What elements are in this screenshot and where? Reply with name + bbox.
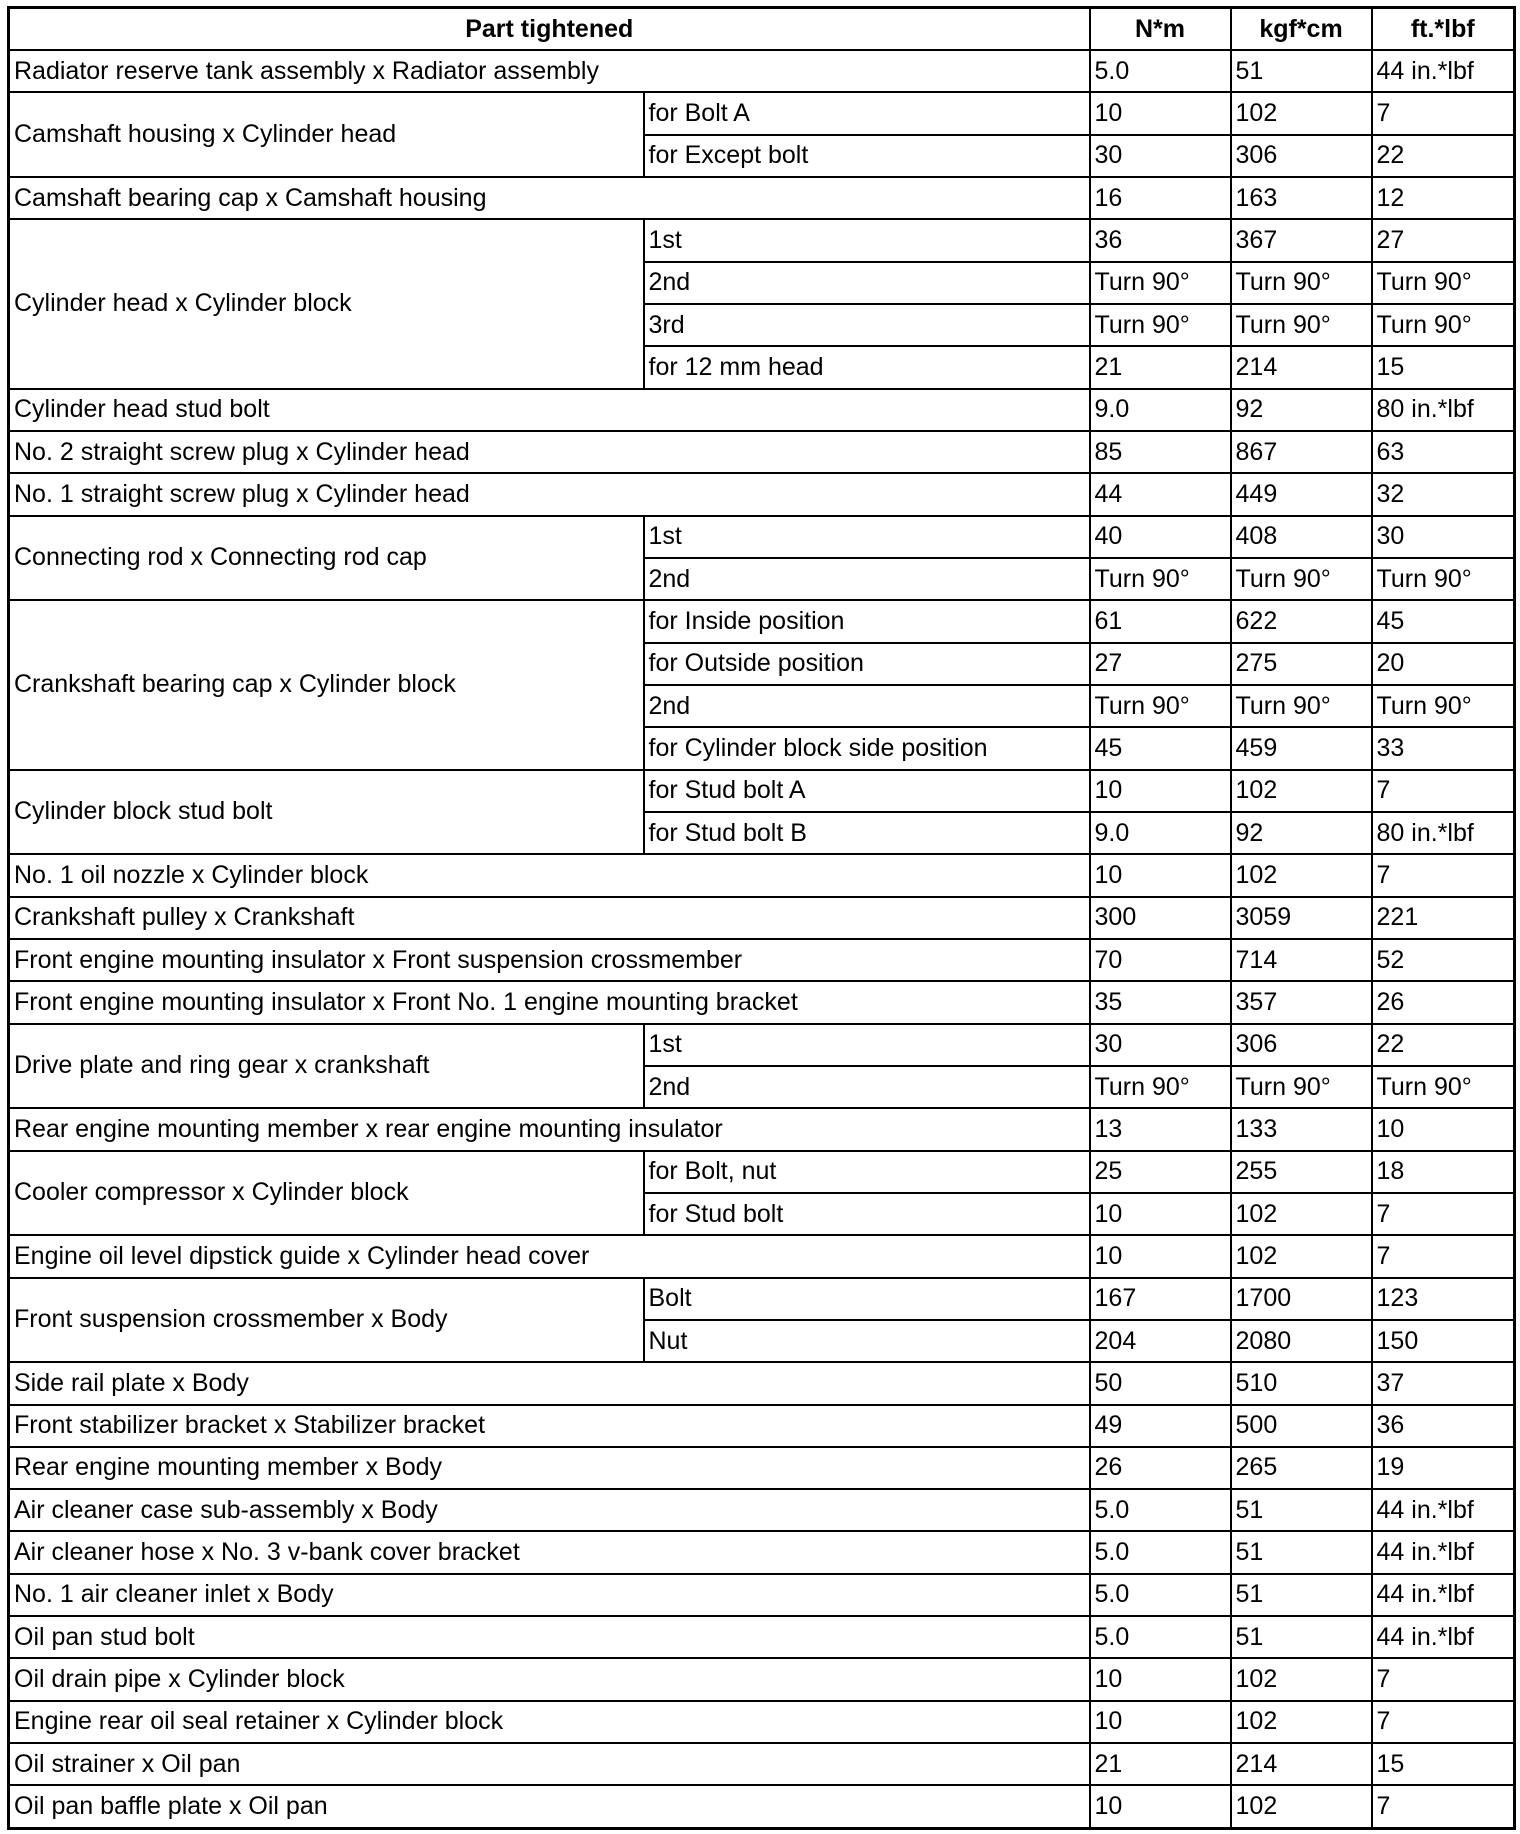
part-name-cell: Crankshaft pulley x Crankshaft	[9, 897, 1090, 939]
condition-cell: for Bolt, nut	[644, 1151, 1090, 1193]
torque-kgf-cm-cell: Turn 90°	[1231, 304, 1372, 346]
torque-nm-cell: 13	[1090, 1108, 1231, 1150]
torque-kgf-cm-cell: Turn 90°	[1231, 1066, 1372, 1108]
part-name-cell: No. 1 oil nozzle x Cylinder block	[9, 854, 1090, 896]
condition-cell: Nut	[644, 1320, 1090, 1362]
table-row	[9, 1024, 1515, 1066]
torque-nm-cell: 204	[1090, 1320, 1231, 1362]
part-name-cell: Cylinder block stud bolt	[9, 770, 644, 855]
condition-cell: 3rd	[644, 304, 1090, 346]
table-row	[9, 389, 1515, 431]
torque-nm-cell: 300	[1090, 897, 1231, 939]
torque-nm-cell: 10	[1090, 770, 1231, 812]
torque-kgf-cm-cell: 51	[1231, 1574, 1372, 1616]
table-row	[9, 1743, 1515, 1785]
torque-nm-cell: Turn 90°	[1090, 558, 1231, 600]
torque-ft-lbf-cell: 36	[1372, 1405, 1515, 1447]
part-name-cell: Front stabilizer bracket x Stabilizer bracket	[9, 1405, 1090, 1447]
torque-kgf-cm-cell: 622	[1231, 600, 1372, 642]
torque-ft-lbf-cell: 15	[1372, 346, 1515, 388]
condition-cell: 1st	[644, 1024, 1090, 1066]
torque-ft-lbf-cell: 44 in.*lbf	[1372, 1531, 1515, 1573]
table-row	[9, 939, 1515, 981]
torque-ft-lbf-cell: 19	[1372, 1447, 1515, 1489]
torque-nm-cell: Turn 90°	[1090, 685, 1231, 727]
torque-ft-lbf-cell: 32	[1372, 473, 1515, 515]
torque-kgf-cm-cell: 51	[1231, 1616, 1372, 1658]
torque-nm-cell: 9.0	[1090, 812, 1231, 854]
torque-nm-cell: 45	[1090, 727, 1231, 769]
table-row	[9, 1785, 1515, 1828]
table-row	[9, 981, 1515, 1023]
part-name-cell: Engine rear oil seal retainer x Cylinder block	[9, 1701, 1090, 1743]
torque-kgf-cm-cell: 102	[1231, 1193, 1372, 1235]
torque-kgf-cm-cell: 510	[1231, 1362, 1372, 1404]
torque-nm-cell: 21	[1090, 1743, 1231, 1785]
part-name-cell: Oil pan baffle plate x Oil pan	[9, 1785, 1090, 1828]
table-row	[9, 1108, 1515, 1150]
torque-kgf-cm-cell: 214	[1231, 1743, 1372, 1785]
torque-ft-lbf-cell: Turn 90°	[1372, 304, 1515, 346]
torque-nm-cell: 85	[1090, 431, 1231, 473]
torque-ft-lbf-cell: 7	[1372, 1785, 1515, 1828]
part-name-cell: Air cleaner case sub-assembly x Body	[9, 1489, 1090, 1531]
torque-nm-cell: 30	[1090, 135, 1231, 177]
condition-cell: for Bolt A	[644, 92, 1090, 134]
torque-ft-lbf-cell: Turn 90°	[1372, 262, 1515, 304]
torque-nm-cell: 40	[1090, 516, 1231, 558]
torque-kgf-cm-cell: 51	[1231, 50, 1372, 92]
condition-cell: for Cylinder block side position	[644, 727, 1090, 769]
condition-cell: 2nd	[644, 262, 1090, 304]
torque-ft-lbf-cell: 44 in.*lbf	[1372, 1489, 1515, 1531]
torque-ft-lbf-cell: 20	[1372, 643, 1515, 685]
torque-ft-lbf-cell: 12	[1372, 177, 1515, 219]
torque-ft-lbf-cell: 63	[1372, 431, 1515, 473]
table-row	[9, 1658, 1515, 1700]
torque-nm-cell: Turn 90°	[1090, 262, 1231, 304]
torque-ft-lbf-cell: 10	[1372, 1108, 1515, 1150]
torque-kgf-cm-cell: 133	[1231, 1108, 1372, 1150]
part-name-cell: No. 2 straight screw plug x Cylinder head	[9, 431, 1090, 473]
torque-ft-lbf-cell: 221	[1372, 897, 1515, 939]
part-name-cell: Oil drain pipe x Cylinder block	[9, 1658, 1090, 1700]
condition-cell: for Stud bolt A	[644, 770, 1090, 812]
table-row	[9, 516, 1515, 558]
table-row	[9, 1362, 1515, 1404]
torque-kgf-cm-cell: 51	[1231, 1489, 1372, 1531]
torque-kgf-cm-cell: 102	[1231, 854, 1372, 896]
part-name-cell: Crankshaft bearing cap x Cylinder block	[9, 600, 644, 769]
torque-kgf-cm-cell: 449	[1231, 473, 1372, 515]
part-name-cell: Front engine mounting insulator x Front suspension crossmember	[9, 939, 1090, 981]
torque-nm-cell: 50	[1090, 1362, 1231, 1404]
torque-kgf-cm-cell: 51	[1231, 1531, 1372, 1573]
torque-kgf-cm-cell: 92	[1231, 812, 1372, 854]
torque-nm-cell: 10	[1090, 1193, 1231, 1235]
table-row	[9, 219, 1515, 261]
torque-kgf-cm-cell: 102	[1231, 770, 1372, 812]
torque-ft-lbf-cell: Turn 90°	[1372, 1066, 1515, 1108]
torque-ft-lbf-cell: 7	[1372, 92, 1515, 134]
torque-nm-cell: 16	[1090, 177, 1231, 219]
torque-ft-lbf-cell: 44 in.*lbf	[1372, 1574, 1515, 1616]
table-row	[9, 854, 1515, 896]
torque-ft-lbf-cell: 52	[1372, 939, 1515, 981]
torque-nm-cell: 5.0	[1090, 50, 1231, 92]
torque-kgf-cm-cell: 102	[1231, 1235, 1372, 1277]
torque-ft-lbf-cell: 7	[1372, 1193, 1515, 1235]
table-row	[9, 50, 1515, 92]
part-name-cell: Rear engine mounting member x Body	[9, 1447, 1090, 1489]
torque-nm-cell: 10	[1090, 1785, 1231, 1828]
torque-kgf-cm-cell: 408	[1231, 516, 1372, 558]
condition-cell: for Stud bolt B	[644, 812, 1090, 854]
header-ft-lbf: ft.*lbf	[1372, 8, 1515, 51]
part-name-cell: Oil strainer x Oil pan	[9, 1743, 1090, 1785]
torque-nm-cell: Turn 90°	[1090, 304, 1231, 346]
torque-ft-lbf-cell: 7	[1372, 1658, 1515, 1700]
header-nm: N*m	[1090, 8, 1231, 51]
table-row	[9, 600, 1515, 642]
torque-ft-lbf-cell: 7	[1372, 770, 1515, 812]
table-row	[9, 1616, 1515, 1658]
part-name-cell: Connecting rod x Connecting rod cap	[9, 516, 644, 601]
torque-ft-lbf-cell: 80 in.*lbf	[1372, 389, 1515, 431]
torque-nm-cell: 44	[1090, 473, 1231, 515]
torque-nm-cell: 5.0	[1090, 1574, 1231, 1616]
condition-cell: Bolt	[644, 1278, 1090, 1320]
torque-kgf-cm-cell: 275	[1231, 643, 1372, 685]
part-name-cell: Drive plate and ring gear x crankshaft	[9, 1024, 644, 1109]
torque-kgf-cm-cell: 102	[1231, 1785, 1372, 1828]
torque-ft-lbf-cell: 33	[1372, 727, 1515, 769]
torque-nm-cell: 10	[1090, 1235, 1231, 1277]
torque-ft-lbf-cell: 123	[1372, 1278, 1515, 1320]
torque-ft-lbf-cell: 150	[1372, 1320, 1515, 1362]
torque-kgf-cm-cell: 102	[1231, 1658, 1372, 1700]
torque-ft-lbf-cell: 7	[1372, 854, 1515, 896]
condition-cell: 1st	[644, 219, 1090, 261]
torque-ft-lbf-cell: 44 in.*lbf	[1372, 1616, 1515, 1658]
condition-cell: 2nd	[644, 558, 1090, 600]
part-name-cell: Radiator reserve tank assembly x Radiator assembly	[9, 50, 1090, 92]
header-part-tightened: Part tightened	[9, 8, 1090, 51]
torque-kgf-cm-cell: 102	[1231, 92, 1372, 134]
torque-ft-lbf-cell: 80 in.*lbf	[1372, 812, 1515, 854]
part-name-cell: Cooler compressor x Cylinder block	[9, 1151, 644, 1236]
torque-nm-cell: 70	[1090, 939, 1231, 981]
table-row	[9, 1278, 1515, 1320]
torque-nm-cell: 21	[1090, 346, 1231, 388]
torque-kgf-cm-cell: 357	[1231, 981, 1372, 1023]
torque-kgf-cm-cell: 1700	[1231, 1278, 1372, 1320]
part-name-cell: Camshaft bearing cap x Camshaft housing	[9, 177, 1090, 219]
torque-nm-cell: 5.0	[1090, 1616, 1231, 1658]
part-name-cell: Cylinder head x Cylinder block	[9, 219, 644, 388]
table-row	[9, 1574, 1515, 1616]
torque-kgf-cm-cell: 500	[1231, 1405, 1372, 1447]
table-row	[9, 1489, 1515, 1531]
torque-kgf-cm-cell: 714	[1231, 939, 1372, 981]
table-row	[9, 1151, 1515, 1193]
table-row	[9, 1701, 1515, 1743]
table-row	[9, 177, 1515, 219]
torque-nm-cell: 10	[1090, 854, 1231, 896]
condition-cell: for Outside position	[644, 643, 1090, 685]
table-row	[9, 770, 1515, 812]
part-name-cell: Front engine mounting insulator x Front No. 1 engine mounting bracket	[9, 981, 1090, 1023]
torque-ft-lbf-cell: 7	[1372, 1701, 1515, 1743]
torque-nm-cell: 27	[1090, 643, 1231, 685]
table-row	[9, 1405, 1515, 1447]
torque-nm-cell: Turn 90°	[1090, 1066, 1231, 1108]
table-row	[9, 897, 1515, 939]
header-kgf-cm: kgf*cm	[1231, 8, 1372, 51]
torque-nm-cell: 36	[1090, 219, 1231, 261]
part-name-cell: Front suspension crossmember x Body	[9, 1278, 644, 1363]
torque-kgf-cm-cell: 102	[1231, 1701, 1372, 1743]
condition-cell: 2nd	[644, 685, 1090, 727]
torque-ft-lbf-cell: Turn 90°	[1372, 558, 1515, 600]
torque-ft-lbf-cell: 44 in.*lbf	[1372, 50, 1515, 92]
torque-nm-cell: 49	[1090, 1405, 1231, 1447]
table-row	[9, 1447, 1515, 1489]
torque-ft-lbf-cell: 45	[1372, 600, 1515, 642]
torque-nm-cell: 5.0	[1090, 1531, 1231, 1573]
torque-kgf-cm-cell: 265	[1231, 1447, 1372, 1489]
condition-cell: for Inside position	[644, 600, 1090, 642]
torque-ft-lbf-cell: 18	[1372, 1151, 1515, 1193]
torque-kgf-cm-cell: 306	[1231, 1024, 1372, 1066]
torque-nm-cell: 10	[1090, 92, 1231, 134]
part-name-cell: Air cleaner hose x No. 3 v-bank cover bracket	[9, 1531, 1090, 1573]
condition-cell: 2nd	[644, 1066, 1090, 1108]
torque-nm-cell: 9.0	[1090, 389, 1231, 431]
torque-kgf-cm-cell: 306	[1231, 135, 1372, 177]
table-row	[9, 473, 1515, 515]
torque-kgf-cm-cell: 163	[1231, 177, 1372, 219]
torque-nm-cell: 10	[1090, 1701, 1231, 1743]
torque-nm-cell: 25	[1090, 1151, 1231, 1193]
torque-nm-cell: 61	[1090, 600, 1231, 642]
torque-ft-lbf-cell: 15	[1372, 1743, 1515, 1785]
torque-kgf-cm-cell: 3059	[1231, 897, 1372, 939]
torque-nm-cell: 10	[1090, 1658, 1231, 1700]
table-row	[9, 1235, 1515, 1277]
torque-ft-lbf-cell: 7	[1372, 1235, 1515, 1277]
torque-ft-lbf-cell: Turn 90°	[1372, 685, 1515, 727]
torque-kgf-cm-cell: 214	[1231, 346, 1372, 388]
torque-kgf-cm-cell: 367	[1231, 219, 1372, 261]
part-name-cell: Rear engine mounting member x rear engine mounting insulator	[9, 1108, 1090, 1150]
condition-cell: 1st	[644, 516, 1090, 558]
torque-kgf-cm-cell: 867	[1231, 431, 1372, 473]
torque-kgf-cm-cell: 255	[1231, 1151, 1372, 1193]
part-name-cell: Oil pan stud bolt	[9, 1616, 1090, 1658]
torque-ft-lbf-cell: 22	[1372, 1024, 1515, 1066]
torque-ft-lbf-cell: 26	[1372, 981, 1515, 1023]
header-row	[9, 8, 1515, 51]
torque-kgf-cm-cell: Turn 90°	[1231, 558, 1372, 600]
torque-kgf-cm-cell: 2080	[1231, 1320, 1372, 1362]
torque-ft-lbf-cell: 22	[1372, 135, 1515, 177]
part-name-cell: Cylinder head stud bolt	[9, 389, 1090, 431]
part-name-cell: No. 1 air cleaner inlet x Body	[9, 1574, 1090, 1616]
torque-kgf-cm-cell: 459	[1231, 727, 1372, 769]
torque-nm-cell: 26	[1090, 1447, 1231, 1489]
torque-nm-cell: 5.0	[1090, 1489, 1231, 1531]
table-row	[9, 1531, 1515, 1573]
torque-nm-cell: 167	[1090, 1278, 1231, 1320]
part-name-cell: Engine oil level dipstick guide x Cylinder head cover	[9, 1235, 1090, 1277]
torque-kgf-cm-cell: Turn 90°	[1231, 262, 1372, 304]
torque-ft-lbf-cell: 37	[1372, 1362, 1515, 1404]
torque-nm-cell: 30	[1090, 1024, 1231, 1066]
torque-spec-table	[7, 6, 1516, 1830]
condition-cell: for Except bolt	[644, 135, 1090, 177]
part-name-cell: Camshaft housing x Cylinder head	[9, 92, 644, 177]
part-name-cell: Side rail plate x Body	[9, 1362, 1090, 1404]
torque-kgf-cm-cell: Turn 90°	[1231, 685, 1372, 727]
table-row	[9, 431, 1515, 473]
torque-ft-lbf-cell: 27	[1372, 219, 1515, 261]
part-name-cell: No. 1 straight screw plug x Cylinder head	[9, 473, 1090, 515]
condition-cell: for Stud bolt	[644, 1193, 1090, 1235]
table-row	[9, 92, 1515, 134]
torque-kgf-cm-cell: 92	[1231, 389, 1372, 431]
torque-ft-lbf-cell: 30	[1372, 516, 1515, 558]
torque-nm-cell: 35	[1090, 981, 1231, 1023]
condition-cell: for 12 mm head	[644, 346, 1090, 388]
